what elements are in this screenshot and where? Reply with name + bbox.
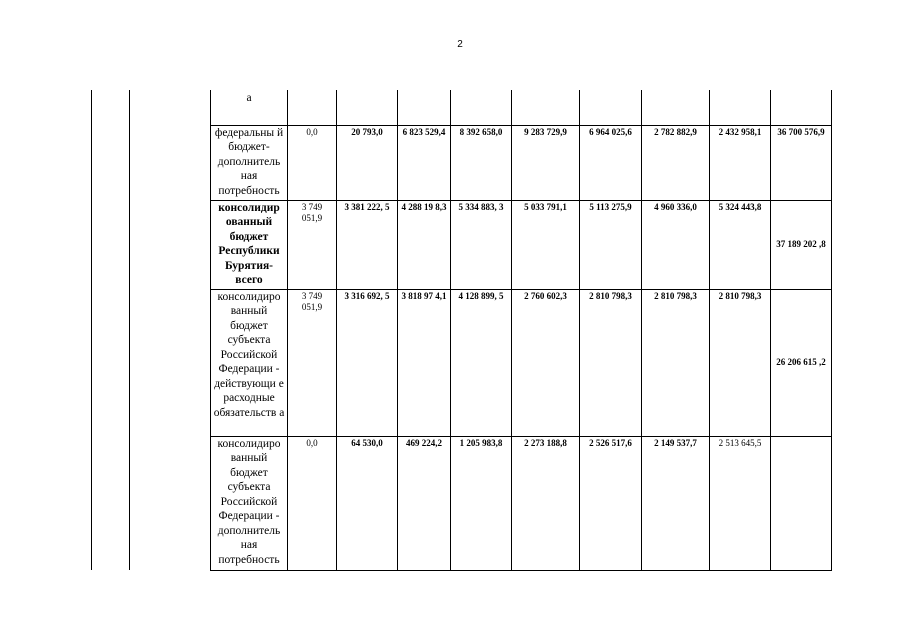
value-cell: 64 530,0: [337, 436, 398, 570]
table-row: [92, 90, 832, 125]
value-cell: 469 224,2: [398, 436, 451, 570]
value-cell: 9 283 729,9: [512, 125, 580, 200]
value-cell: 3 749 051,9: [288, 289, 337, 436]
value-cell: 4 128 899, 5: [451, 289, 512, 436]
row-label: федеральны й бюджет-дополнитель ная потребность: [211, 125, 288, 200]
empty-cell: [130, 90, 211, 570]
value-cell: 5 324 443,8: [710, 200, 771, 289]
row-label: а: [211, 90, 288, 125]
value-cell: 2 810 798,3: [642, 289, 710, 436]
value-cell: 3 381 222, 5: [337, 200, 398, 289]
value-cell: [288, 90, 337, 125]
value-cell: [512, 90, 580, 125]
total-cell: 26 206 615 ,2: [771, 289, 832, 436]
value-cell: [451, 90, 512, 125]
value-cell: 20 793,0: [337, 125, 398, 200]
value-cell: 5 033 791,1: [512, 200, 580, 289]
value-cell: 3 818 97 4,1: [398, 289, 451, 436]
row-label: консолидиро ванный бюджет субъекта Российской Федерации - дополнитель ная потребность: [211, 436, 288, 570]
value-cell: 3 316 692, 5: [337, 289, 398, 436]
value-cell: 0,0: [288, 436, 337, 570]
total-cell: 37 189 202 ,8: [771, 200, 832, 289]
value-cell: 2 432 958,1: [710, 125, 771, 200]
value-cell: 2 810 798,3: [580, 289, 642, 436]
empty-cell: [92, 90, 130, 570]
value-cell: 5 334 883, 3: [451, 200, 512, 289]
value-cell: 0,0: [288, 125, 337, 200]
value-cell: 2 513 645,5: [710, 436, 771, 570]
value-cell: 6 964 025,6: [580, 125, 642, 200]
value-cell: 5 113 275,9: [580, 200, 642, 289]
value-cell: 4 288 19 8,3: [398, 200, 451, 289]
value-cell: [580, 90, 642, 125]
value-cell: 2 273 188,8: [512, 436, 580, 570]
page-number: 2: [457, 39, 463, 50]
value-cell: [642, 90, 710, 125]
value-cell: 2 810 798,3: [710, 289, 771, 436]
value-cell: 2 526 517,6: [580, 436, 642, 570]
value-cell: 1 205 983,8: [451, 436, 512, 570]
value-cell: [710, 90, 771, 125]
budget-table: [91, 90, 832, 571]
value-cell: 8 392 658,0: [451, 125, 512, 200]
total-cell: [771, 90, 832, 125]
value-cell: 2 760 602,3: [512, 289, 580, 436]
value-cell: 2 149 537,7: [642, 436, 710, 570]
value-cell: [398, 90, 451, 125]
value-cell: 4 960 336,0: [642, 200, 710, 289]
total-cell: [771, 436, 832, 570]
row-label: консолидир ованный бюджет Республики Бурятия-всего: [211, 200, 288, 289]
value-cell: 3 749 051,9: [288, 200, 337, 289]
value-cell: 6 823 529,4: [398, 125, 451, 200]
value-cell: 2 782 882,9: [642, 125, 710, 200]
total-cell: 36 700 576,9: [771, 125, 832, 200]
value-cell: [337, 90, 398, 125]
row-label: консолидиро ванный бюджет субъекта Российской Федерации - действующи е расходные обязательств а: [211, 289, 288, 436]
